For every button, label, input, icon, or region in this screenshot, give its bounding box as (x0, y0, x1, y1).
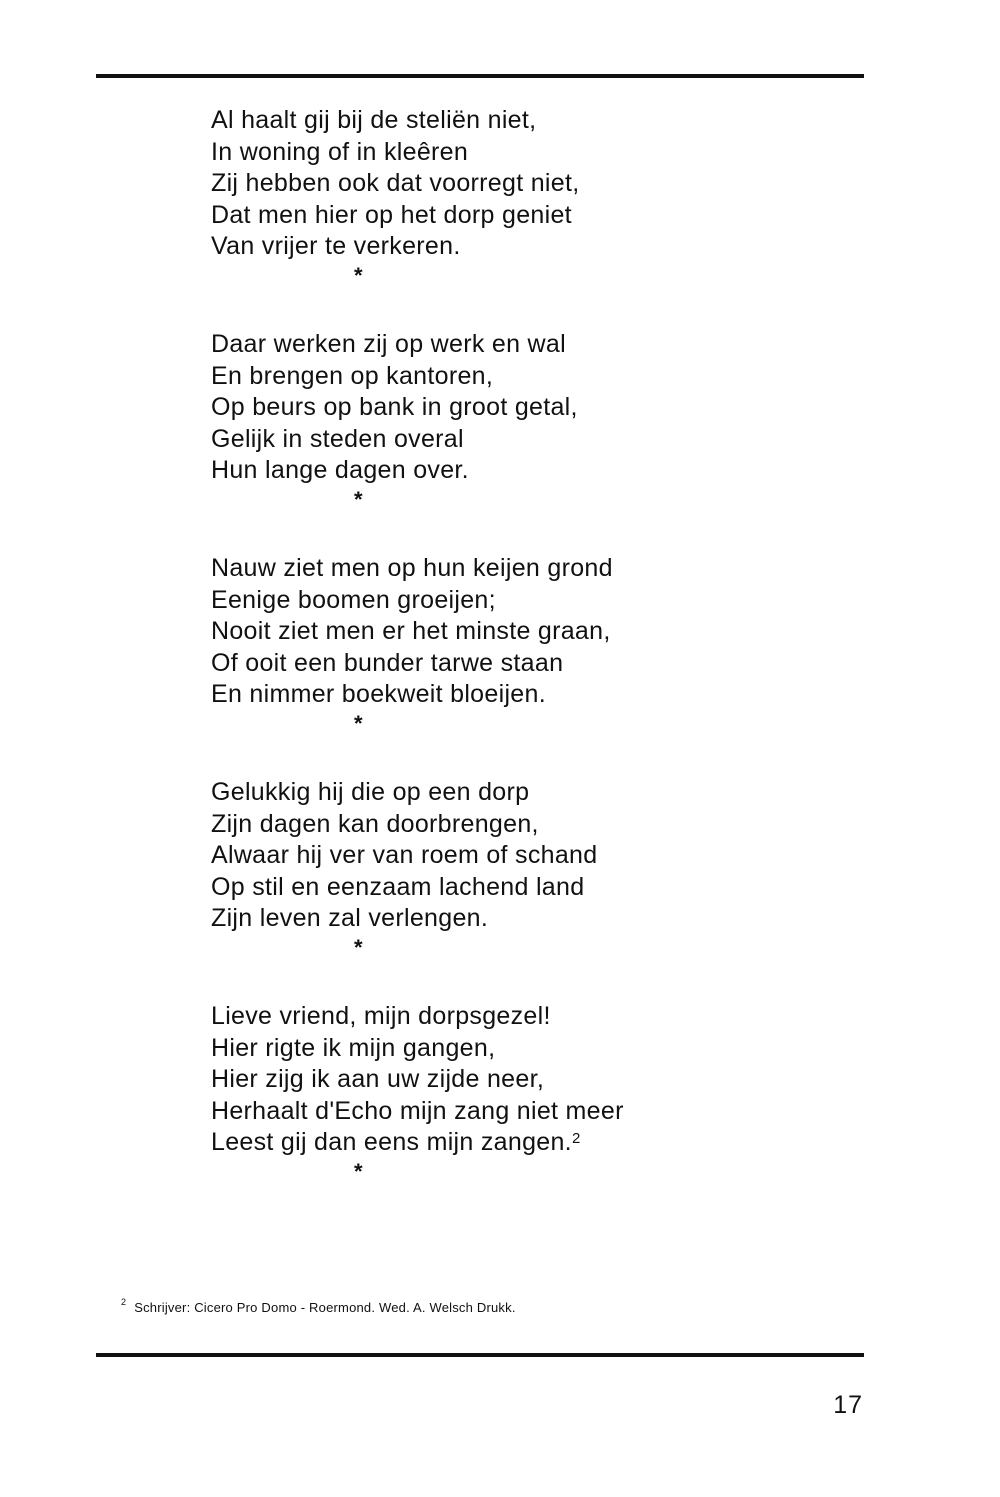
footnote-reference[interactable]: 2 (571, 1130, 581, 1147)
poem-line: Herhaalt d'Echo mijn zang niet meer (211, 1096, 624, 1125)
footnote (121, 1297, 516, 1315)
poem-line: Zij hebben ook dat voorregt niet, (211, 169, 580, 197)
poem-line: Al haalt gij bij de steliën niet, (211, 106, 537, 134)
stanza-separator: * (354, 935, 363, 960)
footnote-marker: 2 (121, 1297, 127, 1307)
poem-line: En brengen op kantoren, (211, 361, 494, 390)
poem-line: Zijn dagen kan doorbrengen, (211, 809, 539, 838)
bottom-rule (96, 1353, 864, 1357)
poem-line: Nooit ziet men er het minste graan, (211, 617, 611, 645)
poem-line: Of ooit een bunder tarwe staan (211, 648, 564, 677)
poem-line-with-footnote (211, 1127, 811, 1159)
stanza-separator: * (354, 487, 363, 512)
stanza-5 (211, 1001, 811, 1225)
poem-line: Op beurs op bank in groot getal, (211, 393, 578, 421)
poem-line: Daar werken zij op werk en wal (211, 330, 566, 358)
poem-line: Gelijk in steden overal (211, 424, 464, 453)
stanza-separator: * (354, 711, 363, 736)
top-rule (96, 74, 864, 78)
poem-line: Zijn leven zal verlengen. (211, 904, 489, 932)
poem-line: Op stil en eenzaam lachend land (211, 872, 585, 901)
stanza-separator: * (354, 1159, 363, 1184)
poem-line: In woning of in kleêren (211, 137, 469, 166)
poem-line-text: Leest gij dan eens mijn zangen. (211, 1128, 572, 1156)
page-number: 17 (833, 1391, 863, 1419)
footnote-text: Schrijver: Cicero Pro Domo - Roermond. Wed. A. Welsch Drukk. (134, 1300, 516, 1315)
poem-line: Lieve vriend, mijn dorpsgezel! (211, 1002, 551, 1030)
poem-line: Hun lange dagen over. (211, 456, 469, 484)
poem-line: Hier rigte ik mijn gangen, (211, 1033, 496, 1062)
poem-line: Hier zijg ik aan uw zijde neer, (211, 1065, 545, 1093)
poem-line: Eenige boomen groeijen; (211, 585, 496, 614)
poem-line: Alwaar hij ver van roem of schand (211, 841, 598, 869)
stanza-2 (211, 329, 811, 553)
poem-line: Gelukkig hij die op een dorp (211, 778, 530, 806)
poem-line: Van vrijer te verkeren. (211, 232, 461, 260)
poem (211, 105, 811, 1225)
stanza-4 (211, 777, 811, 1001)
poem-line: Nauw ziet men op hun keijen grond (211, 554, 613, 582)
stanza-3 (211, 553, 811, 777)
poem-line: En nimmer boekweit bloeijen. (211, 680, 546, 708)
stanza-1 (211, 105, 811, 329)
poem-line: Dat men hier op het dorp geniet (211, 200, 572, 229)
stanza-separator: * (354, 263, 363, 288)
